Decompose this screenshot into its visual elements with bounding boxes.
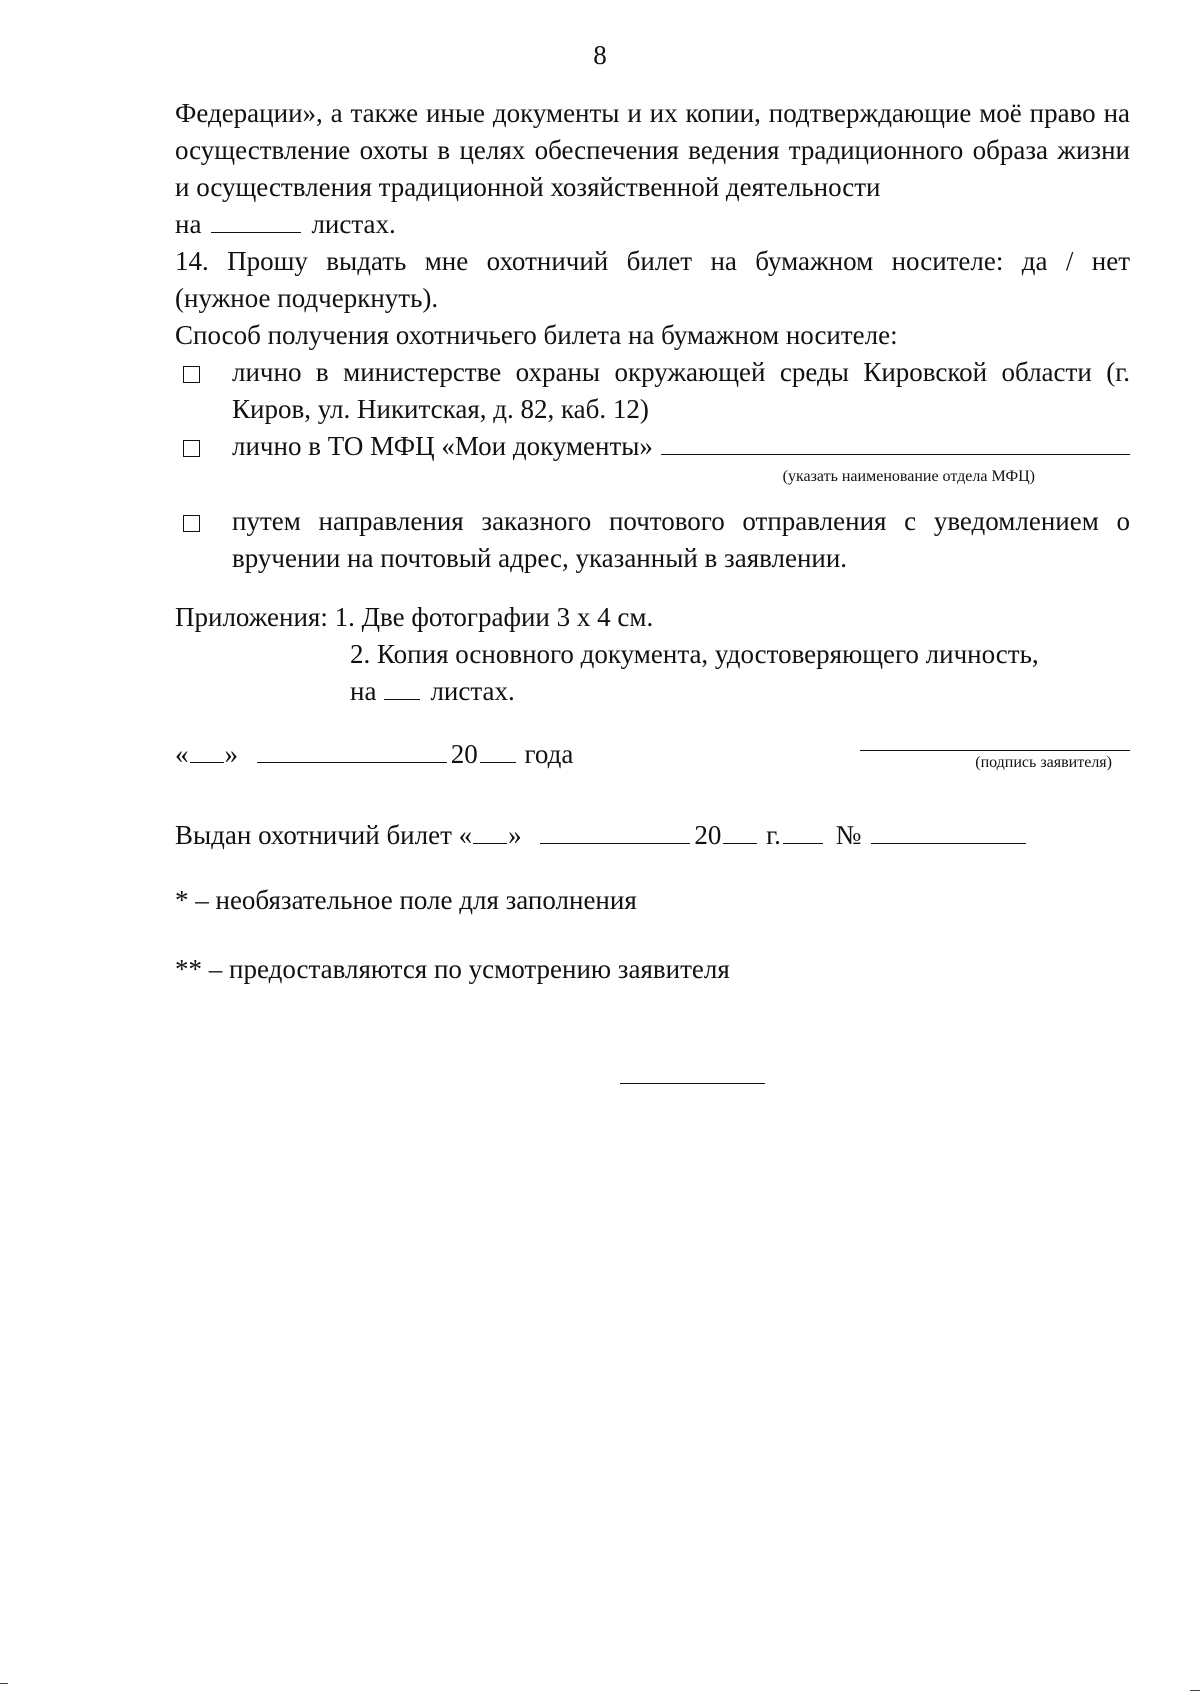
method-option-mail-label: путем направления заказного почтового отправления с уведомлением о вручении на почтовый адрес, указанный в заявлении. — [232, 506, 1130, 573]
intro-sheets-blank[interactable] — [211, 231, 301, 233]
issued-number-sign: № — [835, 820, 862, 850]
issued-year-blank[interactable] — [723, 842, 757, 844]
signature-caption: (подпись заявителя) — [975, 754, 1112, 771]
page-number: 8 — [593, 40, 607, 70]
method-option-mfc-body — [232, 428, 1130, 487]
intro-sheets-line — [175, 206, 1130, 243]
appendix-label: Приложения: — [175, 602, 328, 632]
issued-day-blank[interactable] — [473, 842, 507, 844]
month-blank[interactable] — [257, 761, 447, 763]
issued-prefix: Выдан охотничий билет « — [175, 820, 473, 850]
issued-number-blank[interactable] — [871, 842, 1026, 844]
date-year-prefix: 20 — [450, 739, 478, 769]
method-title: Способ получения охотничьего билета на бумажном носителе: — [175, 320, 898, 350]
date-open-quote: « — [175, 739, 189, 769]
checkbox-mfc[interactable] — [183, 440, 200, 457]
issued-month-blank[interactable] — [540, 842, 690, 844]
issued-series-blank[interactable] — [783, 842, 823, 844]
scan-edge-mark-right — [1190, 1690, 1200, 1691]
method-option-mfc-label: лично в ТО МФЦ «Мои документы» — [232, 431, 653, 461]
mfc-name-blank[interactable] — [661, 453, 1130, 455]
method-option-mfc[interactable] — [175, 428, 1130, 487]
appendix-sheets-blank[interactable] — [384, 698, 420, 700]
date-close-quote: » — [224, 739, 238, 769]
document-body — [175, 95, 1130, 988]
item14-hint: (нужное подчеркнуть). — [175, 283, 439, 313]
scan-edge-mark-left — [0, 1683, 8, 1684]
year-blank[interactable] — [480, 761, 516, 763]
intro-text: Федерации», а также иные документы и их копии, подтверждающие моё право на осуществление охоты в целях обеспечения ведения традиционного образа жизни и осуществления традиционной хозяйственной деятельности — [175, 98, 1130, 202]
day-blank[interactable] — [190, 761, 224, 763]
method-option-mail[interactable] — [175, 503, 1130, 577]
item14-line — [175, 243, 1130, 280]
intro-paragraph — [175, 95, 1130, 206]
signature-line[interactable] — [860, 749, 1130, 751]
date-year-suffix: года — [524, 739, 574, 769]
appendix-sheets-prefix: на — [350, 676, 377, 706]
end-rule — [620, 1083, 765, 1084]
appendix-item-2: 2. Копия основного документа, удостоверяющего личность, — [350, 639, 1039, 669]
checkbox-mail[interactable] — [183, 515, 200, 532]
mfc-line — [232, 428, 1130, 465]
method-option-ministry-label: лично в министерстве охраны окружающей среды Кировской области (г. Киров, ул. Никитская, д. 82, каб. 12) — [232, 357, 1130, 424]
appendix-section — [175, 599, 1130, 710]
date-line — [175, 736, 573, 773]
appendix-item-1: 1. Две фотографии 3 х 4 см. — [334, 602, 654, 632]
note-optional: * – необязательное поле для заполнения — [175, 885, 637, 915]
signature-block — [860, 749, 1130, 773]
note-discretion: ** – предоставляются по усмотрению заявителя — [175, 954, 730, 984]
intro-sheets-prefix: на — [175, 209, 202, 239]
issued-year-prefix: 20 — [694, 820, 722, 850]
appendix-item-2-sheets — [175, 673, 1130, 710]
date-signature-row — [175, 736, 1130, 773]
checkbox-ministry[interactable] — [183, 366, 200, 383]
method-option-ministry[interactable] — [175, 354, 1130, 428]
intro-sheets-suffix: листах. — [311, 209, 396, 239]
mfc-caption: (указать наименование отдела МФЦ) — [782, 468, 1035, 485]
item14-text: 14. Прошу выдать мне охотничий билет на бумажном носителе: да / нет — [175, 246, 1130, 276]
appendix-sheets-suffix: листах. — [430, 676, 515, 706]
issued-close-quote: » — [508, 820, 522, 850]
issued-year-suffix: г. — [766, 820, 781, 850]
issued-line — [175, 817, 1130, 854]
appendix-first-line — [175, 599, 1130, 636]
